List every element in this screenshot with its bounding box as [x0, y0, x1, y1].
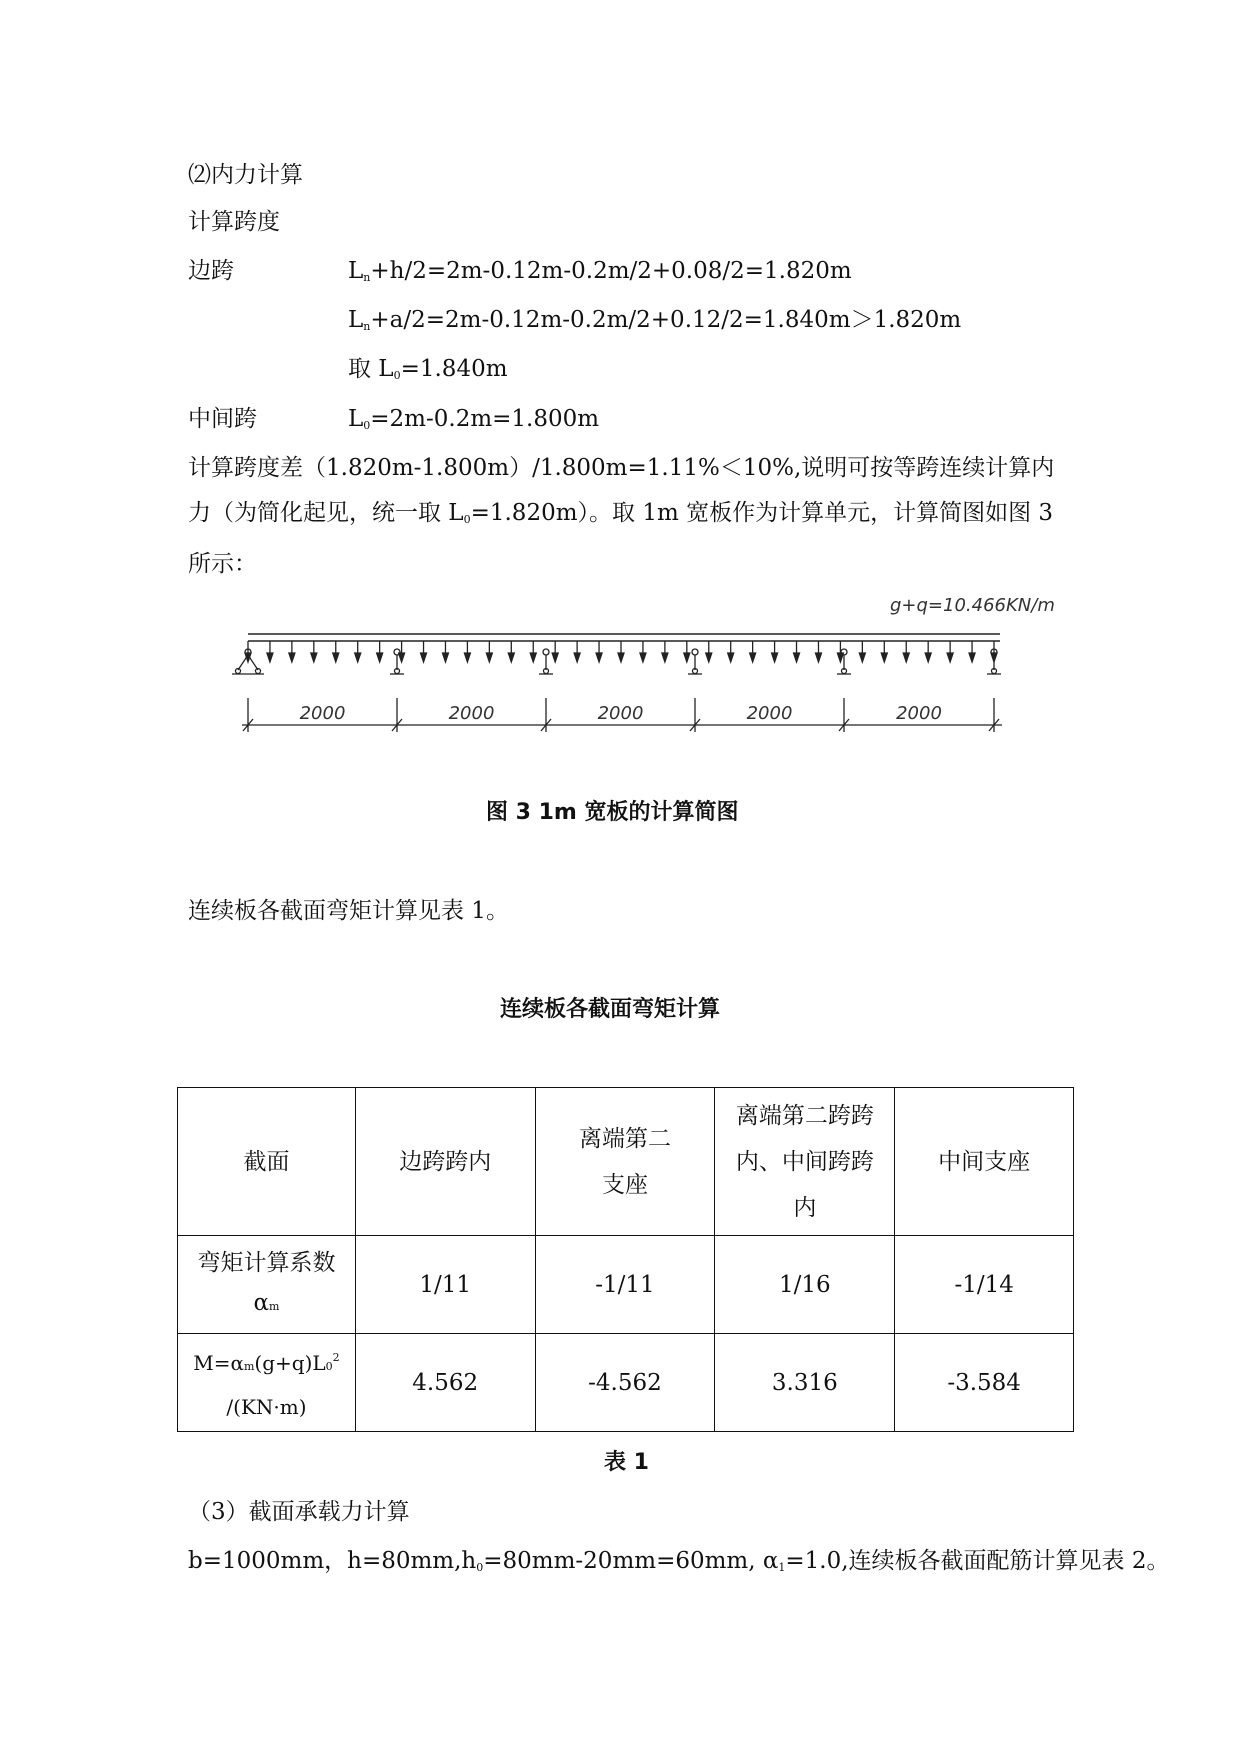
load-arrow [486, 641, 492, 662]
load-arrow [552, 641, 558, 662]
load-arrow [574, 641, 580, 662]
table-reference: 连续板各截面弯矩计算见表 1。 [188, 898, 509, 924]
table-row [178, 1236, 1074, 1334]
middle-span-label: 中间跨 [188, 406, 257, 432]
load-arrow [925, 641, 931, 662]
load-arrow [903, 641, 909, 662]
header-edge-span: 边跨跨内 [355, 1088, 535, 1236]
moment-label-cell: $M=\alpha m(g+q)L0^2$ /(KN·m) [178, 1334, 356, 1432]
roller-support-icon [539, 649, 553, 674]
load-arrow [333, 641, 339, 662]
calc-span-title: 计算跨度 [188, 209, 280, 235]
edge-span-formula-2: $L_n+a/2=2m-0.12m-0.2m/2+0.12/2=1.840m>1.820m$ [348, 307, 962, 333]
load-arrow [640, 641, 646, 662]
load-arrow [311, 641, 317, 662]
load-label: g+q=10.466KN/m [890, 595, 1055, 616]
coef-value: -1/14 [895, 1236, 1074, 1334]
load-arrow [794, 641, 800, 662]
load-arrow [859, 641, 865, 662]
last-line: b=1000mm，$h=80mm,h_0=80mm-20mm=60mm$, $\alpha_1=1.0$,连续板各截面配筋计算见表 2。 [188, 1548, 1170, 1574]
middle-span-formula: $L_0=2m-0.2m=1.800m$ [348, 406, 600, 432]
edge-span-label: 边跨 [188, 258, 234, 284]
load-arrow [750, 641, 756, 662]
moment-value: 4.562 [355, 1334, 535, 1432]
moment-table [177, 1087, 1074, 1432]
load-arrow [267, 641, 273, 662]
header-second-support: 离端第二支座 [535, 1088, 715, 1236]
coef-value: -1/11 [535, 1236, 715, 1334]
span-length-label: 2000 [448, 703, 495, 724]
load-arrow [881, 641, 887, 662]
load-arrow [289, 641, 295, 662]
header-second-span: 离端第二跨跨内、中间跨跨内 [715, 1088, 895, 1236]
edge-span-formula-1: $L_n+h/2=2m-0.12m-0.2m/2+0.08/2=1.820m$ [348, 258, 852, 284]
load-arrow [596, 641, 602, 662]
load-arrow [618, 641, 624, 662]
load-arrow [442, 641, 448, 662]
span-length-label: 2000 [597, 703, 644, 724]
load-arrow [662, 641, 668, 662]
edge-span-take: 取 $L_0=1.840m$ [348, 356, 508, 382]
moment-value: -4.562 [535, 1334, 715, 1432]
coef-value: 1/11 [355, 1236, 535, 1334]
span-length-label: 2000 [299, 703, 346, 724]
table-title: 连续板各截面弯矩计算 [500, 997, 721, 1022]
load-arrow [969, 641, 975, 662]
table-caption: 表 1 [604, 1450, 649, 1475]
header-section: 截面 [178, 1088, 356, 1236]
moment-value: 3.316 [715, 1334, 895, 1432]
section-heading: ⑵内力计算 [188, 162, 303, 188]
load-arrow [377, 641, 383, 662]
load-arrow [947, 641, 953, 662]
table-row [178, 1334, 1074, 1432]
load-arrow [684, 641, 690, 662]
load-arrow [706, 641, 712, 662]
coef-value: 1/16 [715, 1236, 895, 1334]
load-arrow [421, 641, 427, 662]
figure-caption: 图 3 1m 宽板的计算简图 [486, 800, 739, 825]
load-arrow [508, 641, 514, 662]
load-arrow [815, 641, 821, 662]
moment-value: -3.584 [895, 1334, 1074, 1432]
load-arrow [355, 641, 361, 662]
span-length-label: 2000 [896, 703, 942, 724]
table-header-row [178, 1088, 1074, 1236]
beam-diagram [0, 590, 1241, 740]
section3-heading: （3）截面承载力计算 [188, 1499, 410, 1525]
load-arrow [464, 641, 470, 662]
span-length-label: 2000 [746, 703, 793, 724]
header-middle-support: 中间支座 [895, 1088, 1074, 1236]
span-difference-paragraph: 计算跨度差（1.820m-1.800m）/1.800m=1.11%＜10%,说明可按等跨连续计算内力（为简化起见，统一取 $L_0=1.820m$）。取 1m 宽板作为计算单元，计算简图如图 3 所示： [188, 455, 1055, 577]
load-arrow [728, 641, 734, 662]
load-arrow [772, 641, 778, 662]
coef-label-cell: 弯矩计算系数 αm [178, 1236, 356, 1334]
load-arrow [530, 641, 536, 662]
